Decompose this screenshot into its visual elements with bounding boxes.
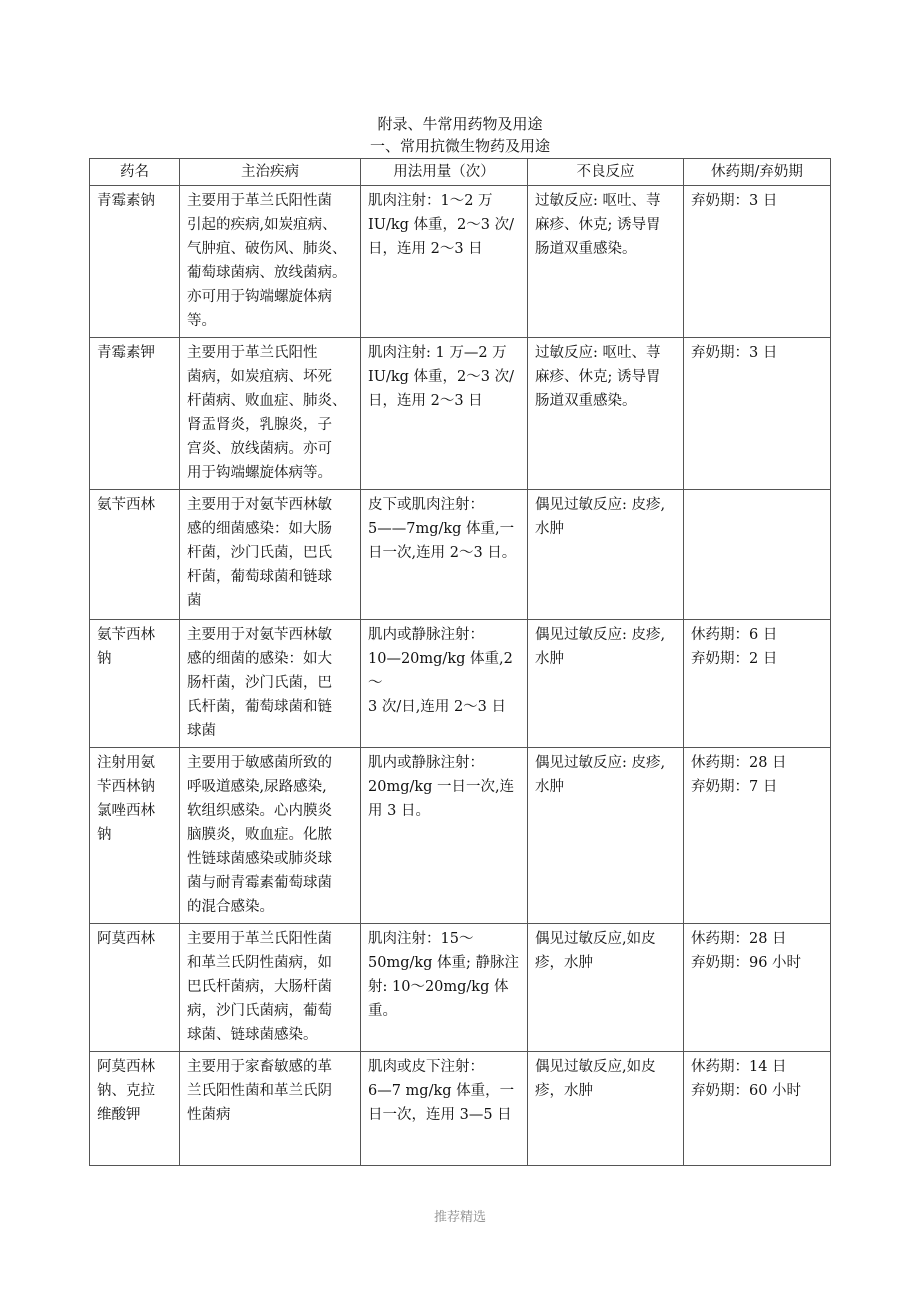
footer-text: 推荐精选 [433, 1210, 486, 1225]
cell-drug-name: 注射用氨 苄西林钠 氯唑西林 钠 [90, 748, 180, 924]
cell-indication: 主要用于革兰氏阳性菌 和革兰氏阴性菌病，如 巴氏杆菌病，大肠杆菌 病，沙门氏菌病，葡萄 球菌、链球菌感染。 [180, 924, 361, 1052]
cell-dosage: 肌肉注射：15～ 50mg/kg 体重; 静脉注 射: 10～20mg/kg 体重。 [361, 924, 528, 1052]
cell-dosage: 肌内或静脉注射： 20mg/kg 一日一次,连 用 3 日。 [361, 748, 528, 924]
cell-dosage: 皮下或肌肉注射： 5——7mg/kg 体重,一 日一次,连用 2～3 日。 [361, 490, 528, 620]
cell-dosage: 肌肉注射: 1 万—2 万 IU/kg 体重，2～3 次/ 日，连用 2～3 日 [361, 338, 528, 490]
cell-withdrawal-period: 弃奶期：3 日 [684, 338, 831, 490]
cell-indication: 主要用于家畜敏感的革 兰氏阳性菌和革兰氏阴 性菌病 [180, 1052, 361, 1166]
cell-dosage: 肌肉注射：1～2 万 IU/kg 体重，2～3 次/ 日，连用 2～3 日 [361, 186, 528, 338]
cell-drug-name: 阿莫西林 [90, 924, 180, 1052]
cell-drug-name: 青霉素钠 [90, 186, 180, 338]
cell-withdrawal-period: 休药期：14 日 弃奶期：60 小时 [684, 1052, 831, 1166]
cell-indication: 主要用于革兰氏阳性菌 引起的疾病,如炭疽病、 气肿疽、破伤风、肺炎、 葡萄球菌病、放线菌病。 亦可用于钩端螺旋体病 等。 [180, 186, 361, 338]
header-indication: 主治疾病 [180, 159, 361, 186]
table-row [90, 748, 831, 924]
header-withdrawal: 休药期/弃奶期 [684, 159, 831, 186]
cell-adverse-reaction: 偶见过敏反应: 皮疹, 水肿 [528, 620, 684, 748]
cell-indication: 主要用于敏感菌所致的 呼吸道感染,尿路感染, 软组织感染。心内膜炎 脑膜炎，败血症。化脓 性链球菌感染或肺炎球 菌与耐青霉素葡萄球菌 的混合感染。 [180, 748, 361, 924]
cell-adverse-reaction: 偶见过敏反应,如皮 疹，水肿 [528, 1052, 684, 1166]
table-header-row [90, 159, 831, 186]
cell-withdrawal-period: 弃奶期：3 日 [684, 186, 831, 338]
header-drug-name: 药名 [90, 159, 180, 186]
cell-drug-name: 青霉素钾 [90, 338, 180, 490]
table-row [90, 1052, 831, 1166]
cell-dosage: 肌肉或皮下注射： 6—7 mg/kg 体重，一 日一次，连用 3—5 日 [361, 1052, 528, 1166]
table-row [90, 924, 831, 1052]
cell-drug-name: 氨苄西林 钠 [90, 620, 180, 748]
document-title: 附录、牛常用药物及用途 [377, 115, 543, 133]
cell-indication: 主要用于对氨苄西林敏 感的细菌感染：如大肠 杆菌，沙门氏菌，巴氏 杆菌，葡萄球菌和链球 菌 [180, 490, 361, 620]
table-row [90, 186, 831, 338]
cell-adverse-reaction: 偶见过敏反应,如皮 疹，水肿 [528, 924, 684, 1052]
cell-withdrawal-period: 休药期：28 日 弃奶期：96 小时 [684, 924, 831, 1052]
cell-drug-name: 阿莫西林 钠、克拉 维酸钾 [90, 1052, 180, 1166]
table-row [90, 490, 831, 620]
header-dosage: 用法用量（次） [361, 159, 528, 186]
cell-dosage: 肌内或静脉注射： 10—20mg/kg 体重,2～ 3 次/日,连用 2～3 日 [361, 620, 528, 748]
cell-adverse-reaction: 偶见过敏反应: 皮疹, 水肿 [528, 490, 684, 620]
drug-table [89, 158, 831, 1166]
cell-adverse-reaction: 过敏反应: 呕吐、荨 麻疹、休克; 诱导胃 肠道双重感染。 [528, 338, 684, 490]
cell-drug-name: 氨苄西林 [90, 490, 180, 620]
section-title: 一、常用抗微生物药及用途 [369, 137, 550, 155]
cell-adverse-reaction: 过敏反应: 呕吐、荨 麻疹、休克; 诱导胃 肠道双重感染。 [528, 186, 684, 338]
cell-withdrawal-period: 休药期：28 日 弃奶期：7 日 [684, 748, 831, 924]
cell-indication: 主要用于革兰氏阳性 菌病，如炭疽病、坏死 杆菌病、败血症、肺炎、 肾盂肾炎，乳腺炎，子 宫炎、放线菌病。亦可 用于钩端螺旋体病等。 [180, 338, 361, 490]
cell-adverse-reaction: 偶见过敏反应: 皮疹, 水肿 [528, 748, 684, 924]
cell-withdrawal-period: 休药期：6 日 弃奶期：2 日 [684, 620, 831, 748]
table-row [90, 620, 831, 748]
cell-withdrawal-period [684, 490, 831, 620]
cell-indication: 主要用于对氨苄西林敏 感的细菌的感染：如大 肠杆菌，沙门氏菌，巴 氏杆菌，葡萄球菌和链 球菌 [180, 620, 361, 748]
table-row [90, 338, 831, 490]
header-adverse: 不良反应 [528, 159, 684, 186]
